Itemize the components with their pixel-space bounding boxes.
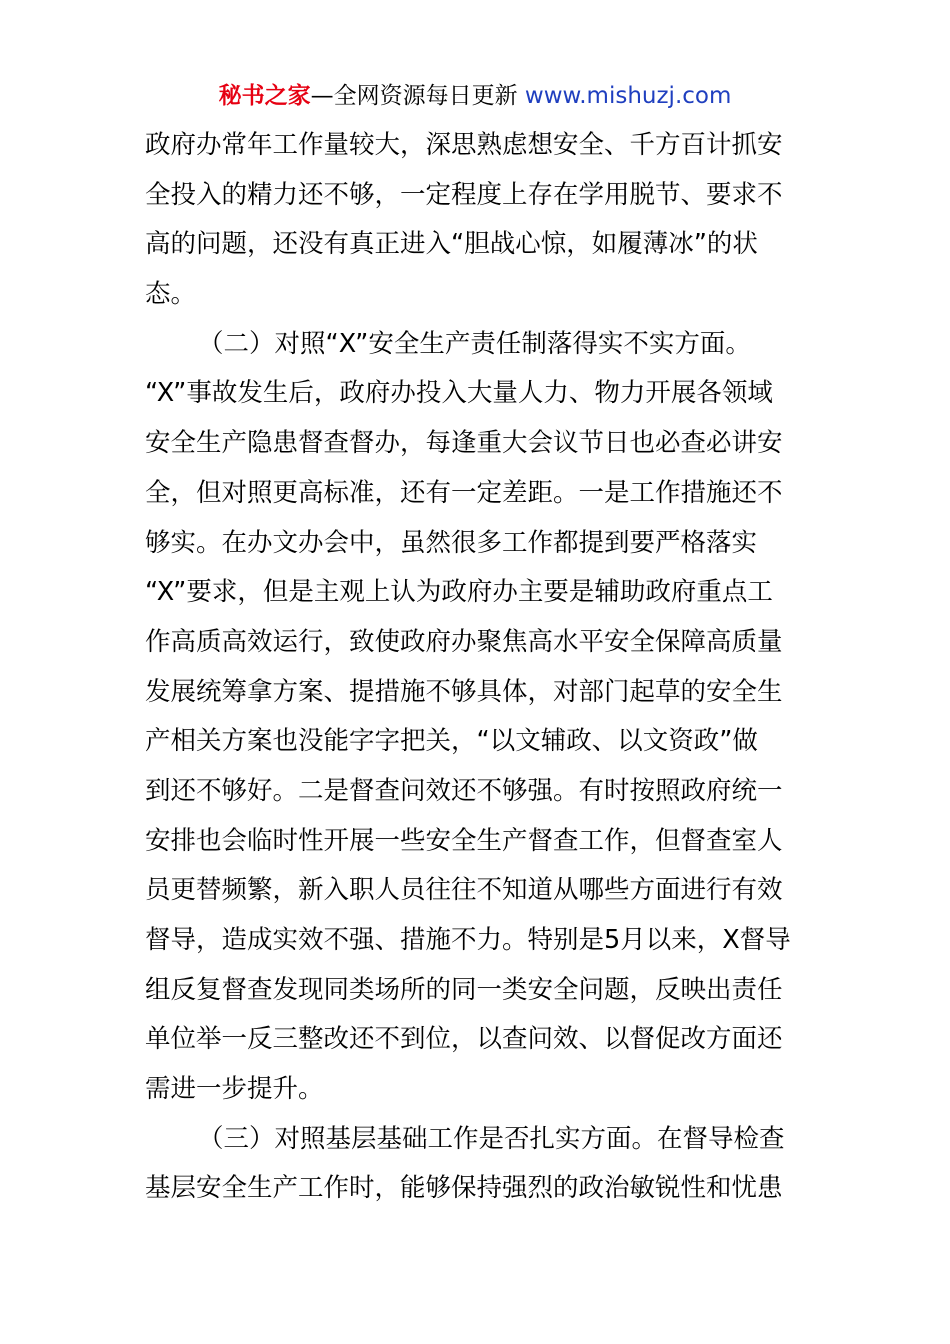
text-line: 政府办常年工作量较大，深思熟虑想安全、千方百计抓安 [145,130,783,160]
section-heading-line: （三）对照基层基础工作是否扎实方面。在督导检查 [198,1123,785,1154]
document-body [145,121,810,1214]
site-brand: 秘书之家 [218,83,311,109]
text-line: 态。 [145,279,197,310]
text-line: “X”事故发生后，政府办投入大量人力、物力开展各领域 [145,378,773,409]
text-line: 基层安全生产工作时，能够保持强烈的政治敏锐性和忧患 [145,1173,783,1204]
text-line: “X”要求，但是主观上认为政府办主要是辅助政府重点工 [145,577,773,608]
site-url-link[interactable]: www.mishuzj.com [524,83,732,109]
text-line: 产相关方案也没能字字把关，“以文辅政、以文资政”做 [145,726,758,757]
section-heading-line: （二）对照“X”安全生产责任制落得实不实方面。 [198,328,751,359]
site-header [0,80,950,112]
text-line: 单位举一反三整改还不到位，以查问效、以督促改方面还 [145,1024,783,1055]
text-line: 全投入的精力还不够，一定程度上存在学用脱节、要求不 [145,179,783,210]
text-line: 够实。在办文办会中，虽然很多工作都提到要严格落实 [145,527,758,558]
text-line: 安全生产隐患督查督办，每逢重大会议节日也必查必讲安 [145,428,783,459]
text-line: 全，但对照更高标准，还有一定差距。一是工作措施还不 [145,477,783,508]
text-line: 组反复督查发现同类场所的同一类安全问题，反映出责任 [145,974,783,1005]
text-line: 需进一步提升。 [145,1074,324,1105]
text-line: 员更替频繁，新入职人员往往不知道从哪些方面进行有效 [145,875,783,906]
site-tagline: —全网资源每日更新 [310,83,518,109]
text-line: 到还不够好。二是督查问效还不够强。有时按照政府统一 [145,775,783,806]
text-line: 发展统筹拿方案、提措施不够具体，对部门起草的安全生 [145,676,783,707]
text-line: 安排也会临时性开展一些安全生产督查工作，但督查室人 [145,825,783,856]
text-line: 督导，造成实效不强、措施不力。特别是5月以来，X督导 [145,925,791,955]
text-line: 作高质高效运行，致使政府办聚焦高水平安全保障高质量 [145,626,783,657]
text-line: 高的问题，还没有真正进入“胆战心惊，如履薄冰”的状 [145,229,758,260]
